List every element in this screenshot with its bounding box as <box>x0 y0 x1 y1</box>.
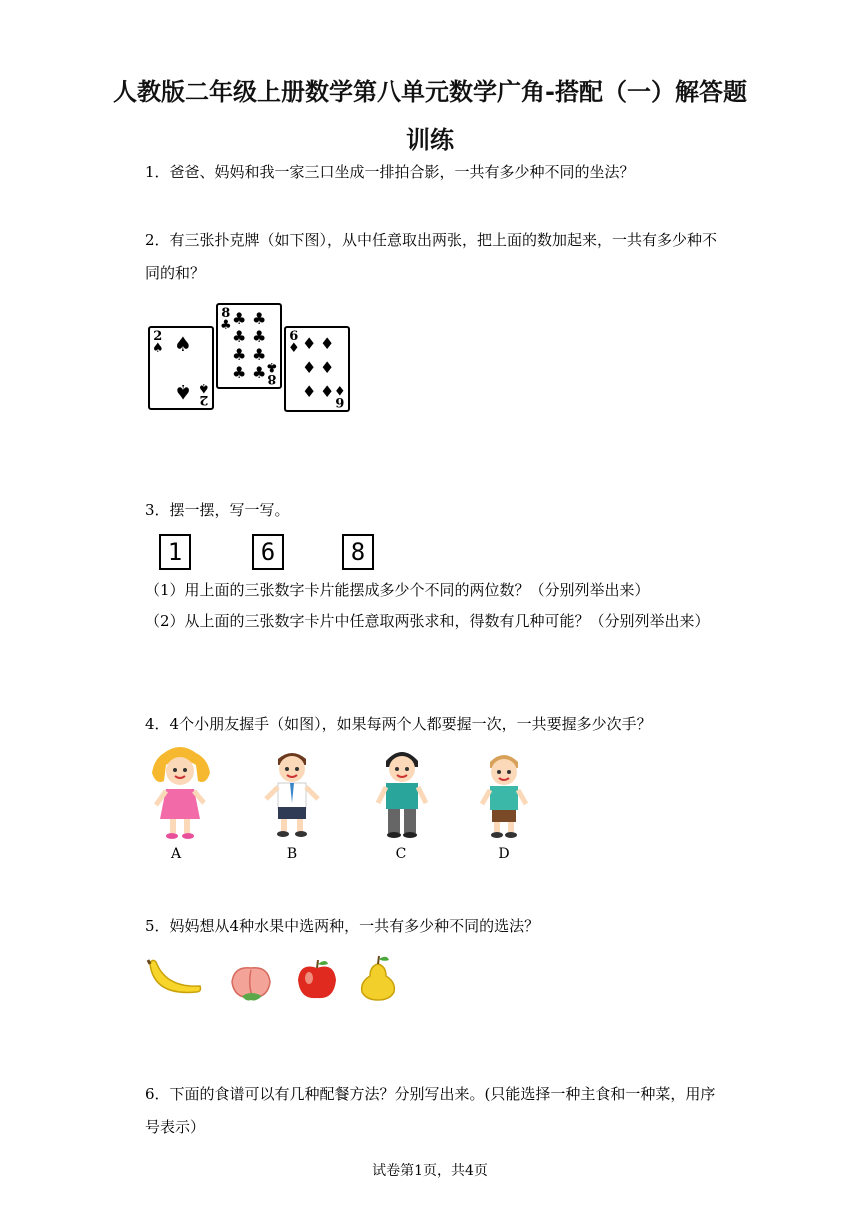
diamond-icon: ♦ <box>320 334 335 353</box>
number-card-6: 6 <box>252 534 284 570</box>
question-6-line1: 6．下面的食谱可以有几种配餐方法？分别写出来。(只能选择一种主食和一种菜，用序 <box>145 1085 716 1103</box>
diamond-icon: ♦ <box>320 358 335 377</box>
playing-card-club-8 <box>216 303 282 389</box>
peach-icon <box>228 960 274 1002</box>
club-icon: ♣ <box>232 363 247 382</box>
club-icon: ♣ <box>232 345 247 364</box>
card-rank: 6 <box>289 329 299 344</box>
boy-c-figure <box>372 743 432 841</box>
question-2-line1: 2．有三张扑克牌（如下图），从中任意取出两张，把上面的数加起来，一共有多少种不 <box>145 231 718 249</box>
club-icon: ♣ <box>252 345 267 364</box>
spade-icon: ♠ <box>198 380 210 395</box>
club-icon: ♣ <box>232 309 247 328</box>
club-icon: ♣ <box>252 363 267 382</box>
number-card-1: 1 <box>159 534 191 570</box>
kid-label-c: C <box>395 846 407 862</box>
card-rank: 2 <box>199 392 209 407</box>
playing-card-spade-2 <box>148 326 214 410</box>
playing-card-diamond-6 <box>284 326 350 412</box>
kid-label-b: B <box>286 846 298 862</box>
girl-a-figure <box>150 745 212 841</box>
number-card-8: 8 <box>342 534 374 570</box>
diamond-icon: ♦ <box>334 382 346 397</box>
question-3: 3．摆一摆，写一写。 <box>145 501 290 519</box>
club-icon: ♣ <box>232 327 247 346</box>
kid-label-a: A <box>170 846 182 862</box>
page-title-line1: 人教版二年级上册数学第八单元数学广角-搭配（一）解答题 <box>113 78 747 106</box>
diamond-icon: ♦ <box>302 358 317 377</box>
card-rank: 2 <box>153 329 163 344</box>
question-4: 4．4个小朋友握手（如图），如果每两个人都要握一次，一共要握多少次手？ <box>145 715 652 733</box>
diamond-icon: ♦ <box>288 341 300 356</box>
pear-icon <box>358 954 398 1002</box>
spade-icon: ♠ <box>152 341 164 356</box>
diamond-icon: ♦ <box>302 334 317 353</box>
club-icon: ♣ <box>252 309 267 328</box>
page-title-line2: 训练 <box>406 126 454 154</box>
card-rank: 6 <box>335 394 345 409</box>
banana-icon <box>146 958 204 1004</box>
card-rank: 8 <box>267 371 277 386</box>
boy-d-figure <box>476 748 532 840</box>
spade-icon: ♠ <box>174 380 192 404</box>
boy-b-figure <box>262 745 322 841</box>
question-2-line2: 同的和？ <box>145 264 206 282</box>
diamond-icon: ♦ <box>320 382 335 401</box>
club-icon: ♣ <box>252 327 267 346</box>
page-footer: 试卷第1页，共4页 <box>372 1163 488 1179</box>
question-3-sub2: （2）从上面的三张数字卡片中任意取两张求和，得数有几种可能？（分别列举出来） <box>145 612 710 630</box>
question-3-sub1: （1）用上面的三张数字卡片能摆成多少个不同的两位数？（分别列举出来） <box>145 581 650 599</box>
club-icon: ♣ <box>266 359 278 374</box>
club-icon: ♣ <box>220 318 232 333</box>
question-6-line2: 号表示） <box>145 1118 206 1136</box>
question-1: 1．爸爸、妈妈和我一家三口坐成一排拍合影，一共有多少种不同的坐法？ <box>145 163 635 181</box>
diamond-icon: ♦ <box>302 382 317 401</box>
card-rank: 8 <box>221 306 231 321</box>
spade-icon: ♠ <box>174 332 192 356</box>
question-5: 5．妈妈想从4种水果中选两种，一共有多少种不同的选法？ <box>145 917 540 935</box>
apple-icon <box>296 958 338 1002</box>
kid-label-d: D <box>498 846 510 862</box>
